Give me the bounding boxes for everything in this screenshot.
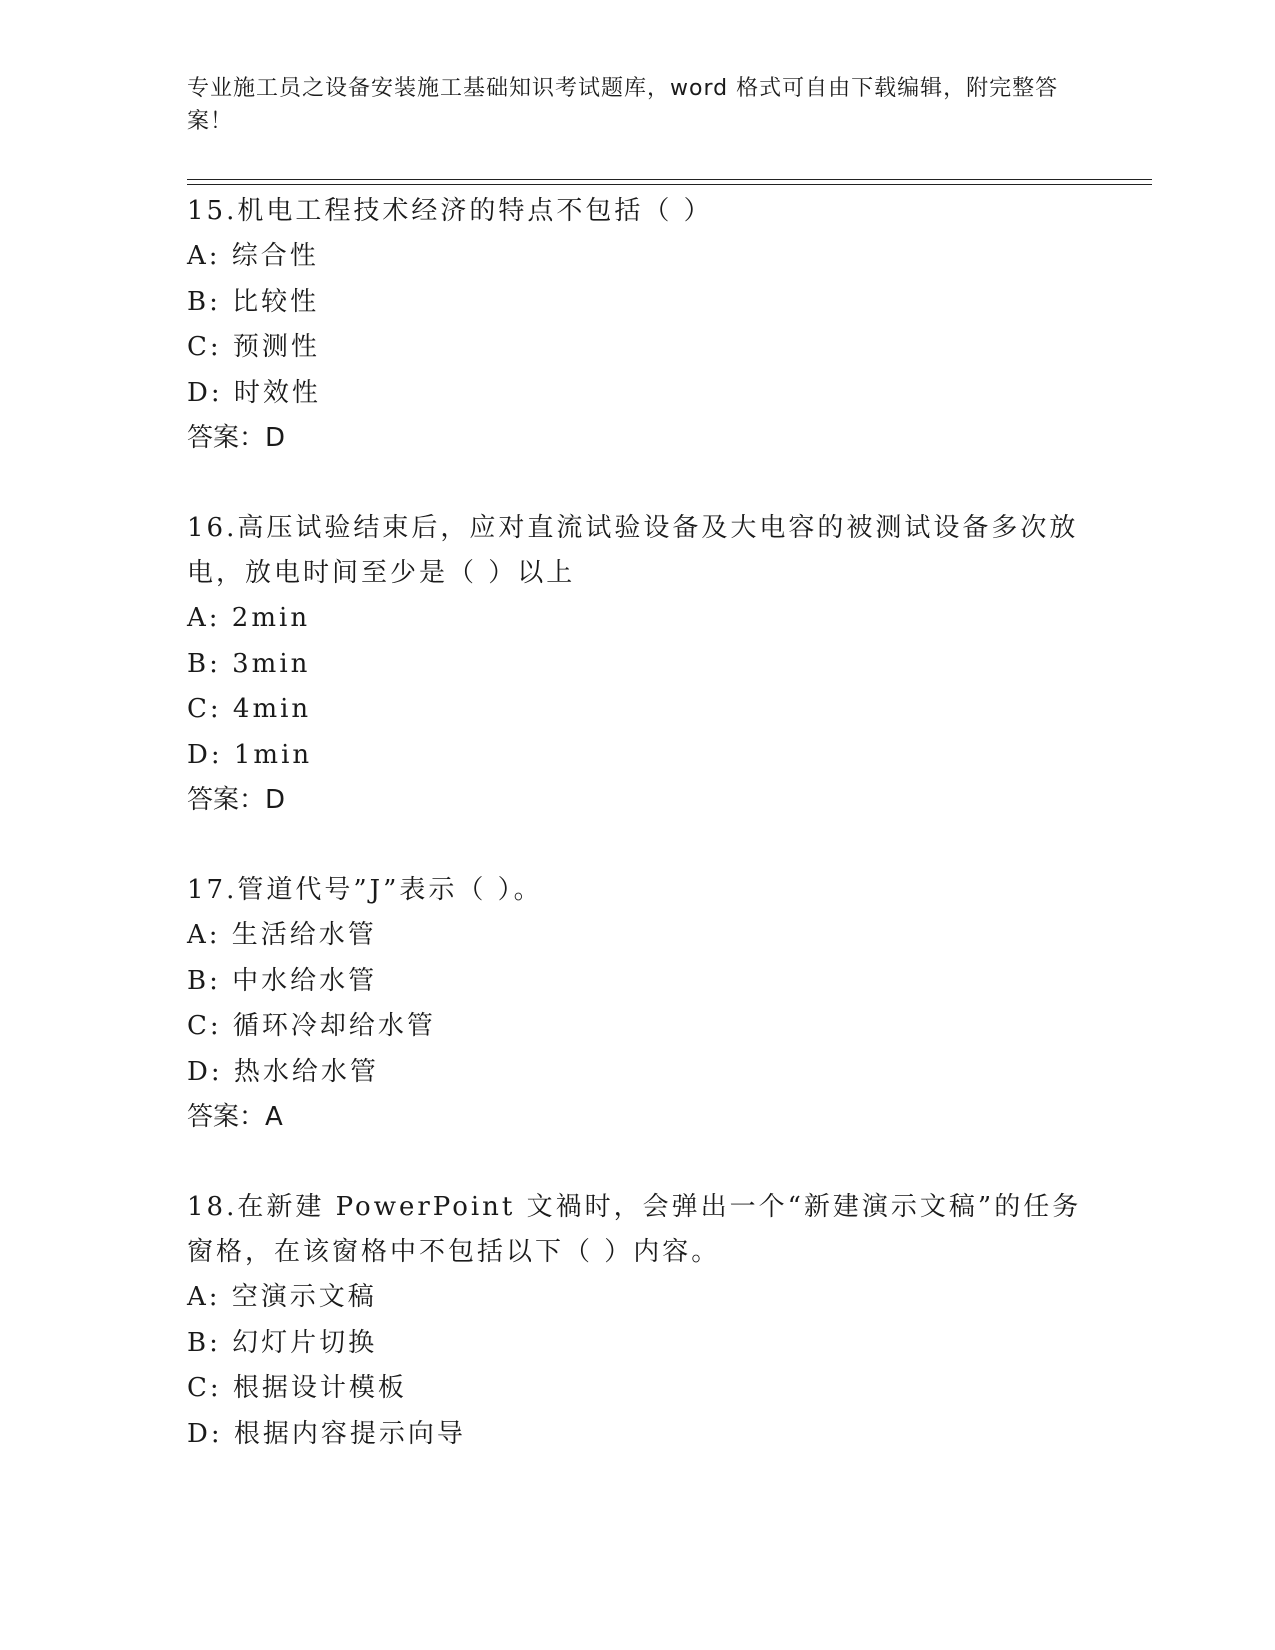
option-a: A: 空演示文稿 [187, 1282, 377, 1312]
question-text: 15.机电工程技术经济的特点不包括（ ） [187, 196, 713, 226]
option-b: B: 幻灯片切换 [187, 1327, 378, 1358]
question-text: 16.高压试验结束后，应对直流试验设备及大电容的被测试设备多次放电，放电时间至少是（ ）以上 [187, 513, 1079, 588]
question-text: 17.管道代号”J”表示（ ）。 [187, 875, 543, 905]
document-header: 专业施工员之设备安装施工基础知识考试题库，word 格式可自由下载编辑，附完整答案！ [187, 76, 1059, 134]
answer: 答案：D [187, 785, 286, 815]
option-a: A: 综合性 [187, 241, 319, 271]
answer: 答案：D [187, 423, 286, 453]
option-c: C: 根据设计模板 [187, 1373, 407, 1403]
option-c: C: 循环冷却给水管 [187, 1011, 436, 1041]
option-c: C: 4min [187, 694, 312, 724]
question-16 [187, 506, 1087, 823]
header-divider-bottom [187, 184, 1152, 185]
option-a: A: 生活给水管 [187, 920, 377, 950]
question-text: 18.在新建 PowerPoint 文禍时，会弹出一个“新建演示文稿”的任务窗格，在该窗格中不包括以下（ ）内容。 [187, 1192, 1082, 1267]
option-b: B: 3min [187, 648, 311, 679]
question-17 [187, 868, 1087, 1140]
answer: 答案：A [187, 1102, 283, 1132]
option-d: D: 根据内容提示向导 [187, 1418, 466, 1449]
option-d: D: 时效性 [187, 377, 321, 408]
question-list [187, 189, 1087, 1502]
option-a: A: 2min [187, 603, 311, 633]
header-divider-top [187, 179, 1152, 180]
option-c: C: 预测性 [187, 332, 320, 362]
question-15 [187, 189, 1087, 461]
option-b: B: 中水给水管 [187, 965, 378, 996]
question-18 [187, 1185, 1087, 1457]
option-b: B: 比较性 [187, 286, 320, 317]
option-d: D: 1min [187, 739, 313, 770]
option-d: D: 热水给水管 [187, 1056, 379, 1087]
